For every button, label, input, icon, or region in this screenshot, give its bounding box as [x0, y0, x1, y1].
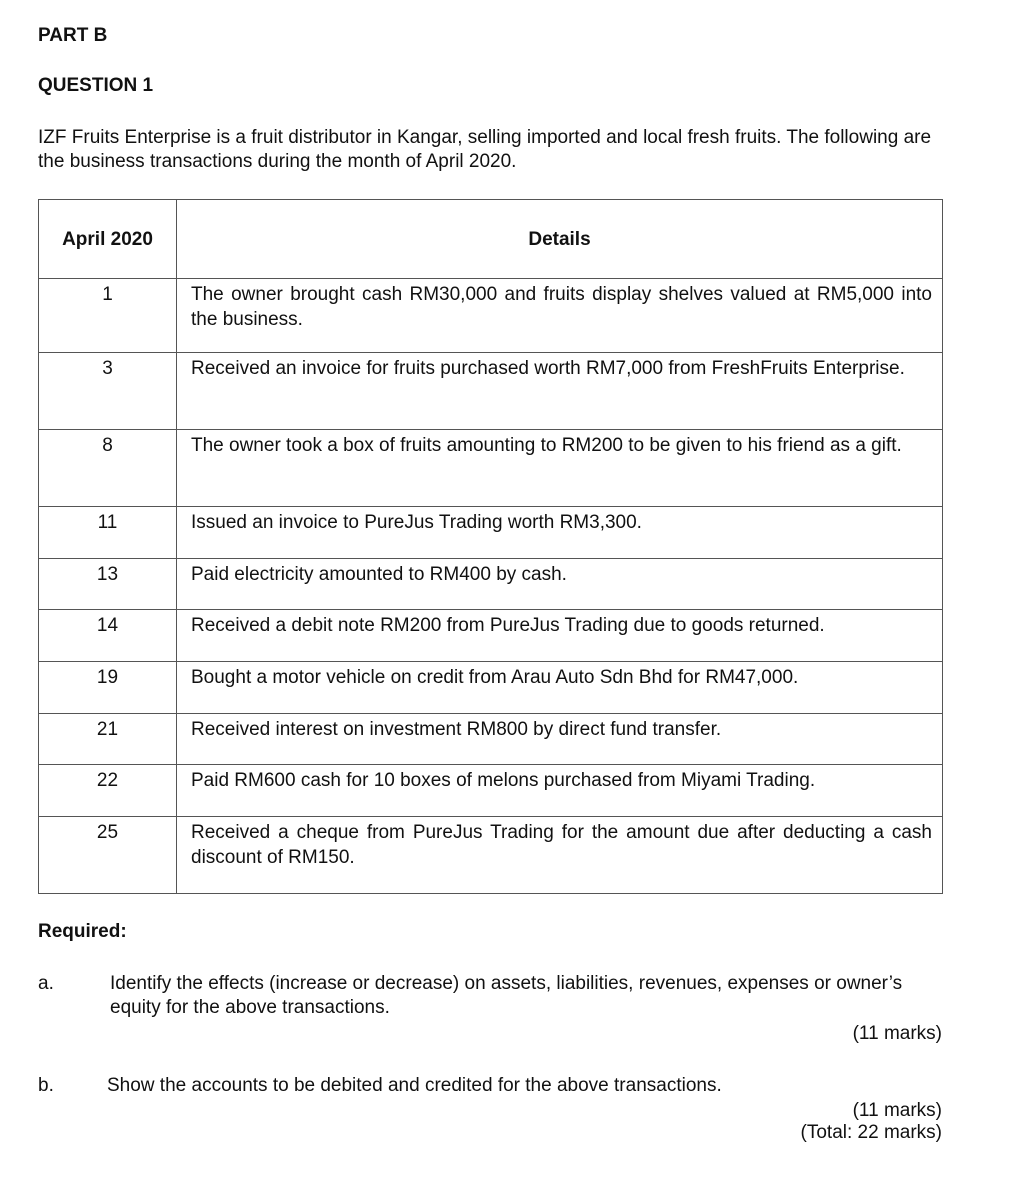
row-details: Issued an invoice to PureJus Trading worth RM3,300. — [177, 507, 943, 559]
table-row — [39, 662, 943, 714]
row-details: Received a debit note RM200 from PureJus Trading due to goods returned. — [177, 610, 943, 662]
row-date: 3 — [39, 353, 177, 430]
total-marks: (Total: 22 marks) — [800, 1122, 942, 1143]
item-a-label: a. — [38, 973, 54, 994]
table-row — [39, 817, 943, 894]
row-date: 13 — [39, 559, 177, 610]
table-row — [39, 353, 943, 430]
header-date: April 2020 — [39, 200, 177, 279]
row-details: Paid electricity amounted to RM400 by cash. — [177, 559, 943, 610]
row-date: 11 — [39, 507, 177, 559]
table-row — [39, 279, 943, 353]
question-heading: QUESTION 1 — [38, 75, 154, 96]
row-details: The owner took a box of fruits amounting to RM200 to be given to his friend as a gift. — [177, 430, 943, 507]
row-details: Received an invoice for fruits purchased worth RM7,000 from FreshFruits Enterprise. — [177, 353, 943, 430]
transactions-table — [38, 199, 943, 894]
item-a-text: Identify the effects (increase or decrease) on assets, liabilities, revenues, expenses or owner’s equity for the above transactions. — [110, 973, 903, 1018]
part-heading: PART B — [38, 25, 108, 46]
row-date: 22 — [39, 765, 177, 817]
row-date: 25 — [39, 817, 177, 894]
row-details: Received a cheque from PureJus Trading for the amount due after deducting a cash discount of RM150. — [177, 817, 943, 894]
table-row — [39, 610, 943, 662]
table-row — [39, 714, 943, 765]
item-b-marks-block — [801, 1100, 942, 1144]
item-b-label: b. — [38, 1075, 54, 1096]
header-details: Details — [177, 200, 943, 279]
row-details: Paid RM600 cash for 10 boxes of melons purchased from Miyami Trading. — [177, 765, 943, 817]
required-heading: Required: — [38, 921, 127, 942]
item-a-marks: (11 marks) — [852, 1023, 942, 1044]
table-row — [39, 559, 943, 610]
row-date: 8 — [39, 430, 177, 507]
row-details: The owner brought cash RM30,000 and fruits display shelves valued at RM5,000 into the business. — [177, 279, 943, 353]
table-row — [39, 507, 943, 559]
row-details: Received interest on investment RM800 by direct fund transfer. — [177, 714, 943, 765]
row-details: Bought a motor vehicle on credit from Arau Auto Sdn Bhd for RM47,000. — [177, 662, 943, 714]
item-b-text: Show the accounts to be debited and credited for the above transactions. — [107, 1075, 722, 1096]
row-date: 19 — [39, 662, 177, 714]
row-date: 14 — [39, 610, 177, 662]
item-b-marks: (11 marks) — [852, 1100, 942, 1121]
table-row — [39, 430, 943, 507]
intro-paragraph: IZF Fruits Enterprise is a fruit distributor in Kangar, selling imported and local fresh fruits. The following are the business transactions during the month of April 2020. — [38, 127, 932, 172]
table-row — [39, 765, 943, 817]
row-date: 21 — [39, 714, 177, 765]
row-date: 1 — [39, 279, 177, 353]
